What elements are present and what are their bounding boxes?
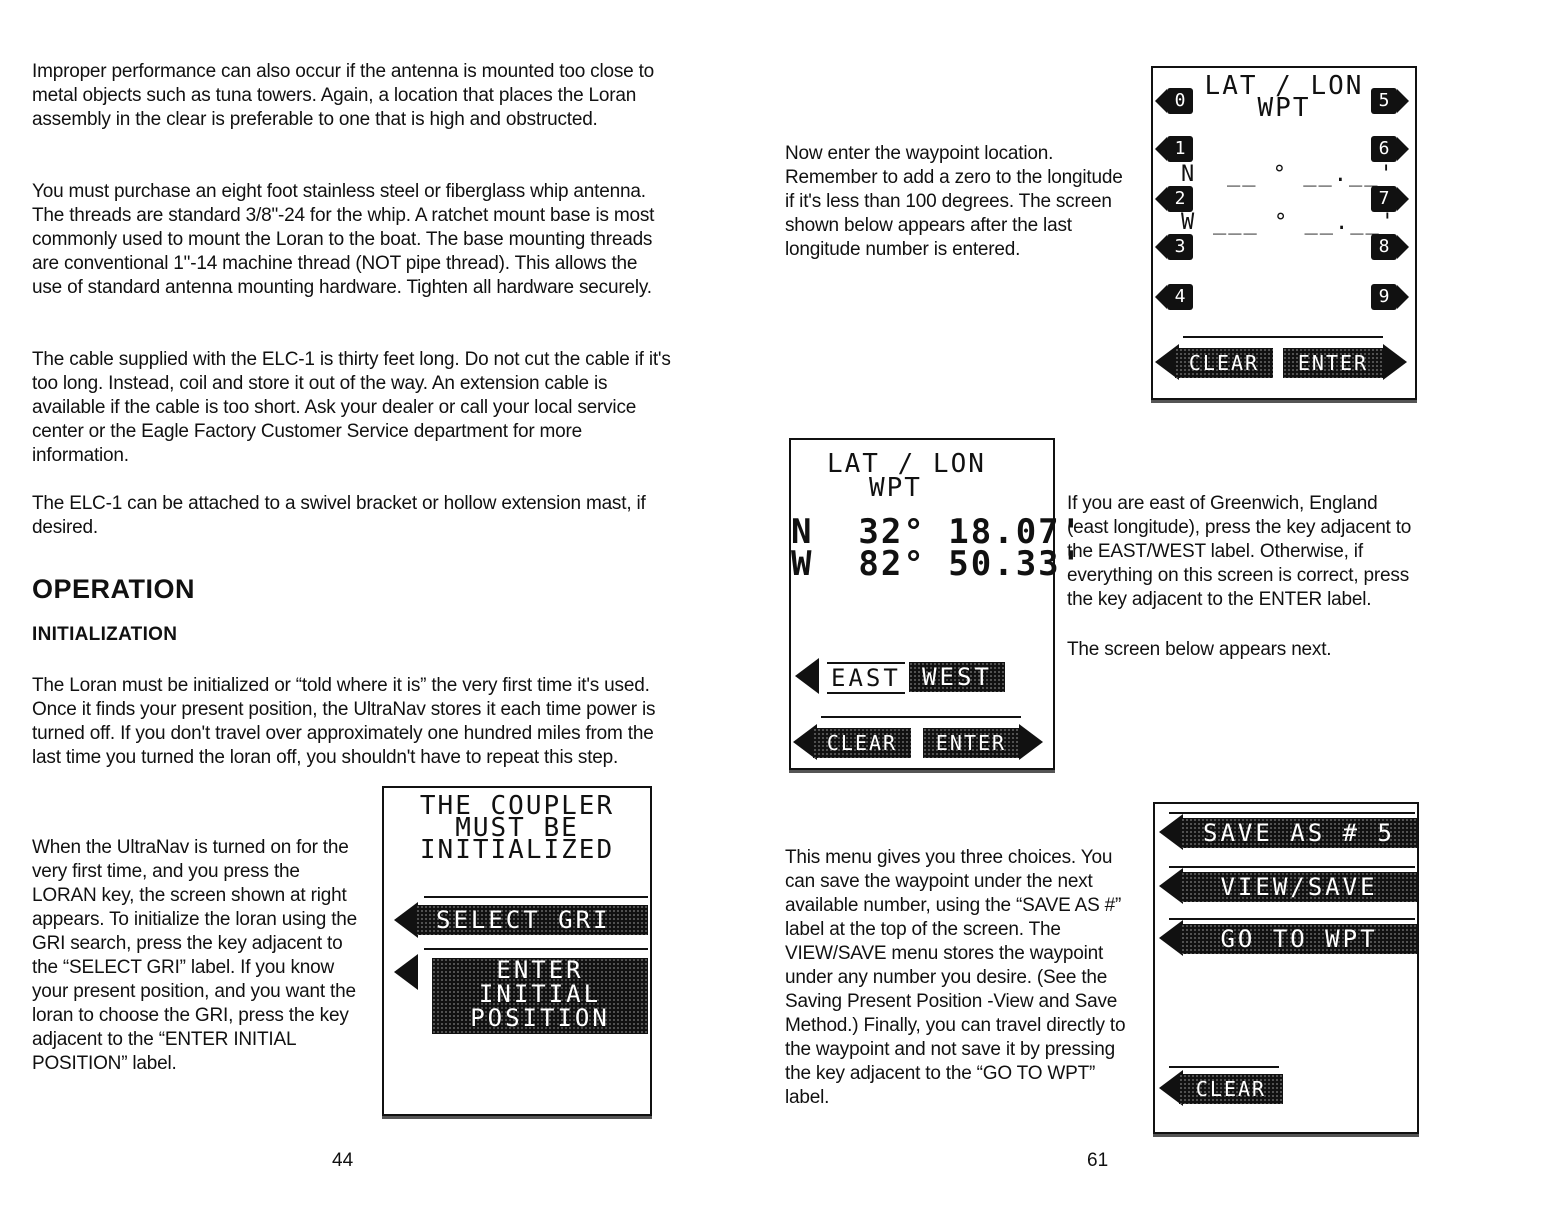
save-as-text: SAVE AS # 5 bbox=[1203, 819, 1395, 847]
west-coordinate: W 82° 50.33' bbox=[791, 544, 1084, 584]
west-text: WEST bbox=[922, 663, 992, 691]
heading-operation: OPERATION bbox=[32, 574, 196, 604]
paragraph-elc-bracket: The ELC-1 can be attached to a swivel bracket or hollow extension mast, if desired. bbox=[32, 493, 646, 538]
paragraph-menu-choices: This menu gives you three choices. You can save the waypoint under the next available number, using the “SAVE AS #” label at the top of the screen. The VIEW/SAVE menu stores the waypoint under any number you desire. (See the Saving Present Position -View and Save Method.) Finally, you can travel directly to the waypoint and not save it by pressing the key adjacent to the “GO TO WPT” label. bbox=[785, 847, 1126, 1108]
key-6[interactable]: 6 bbox=[1371, 136, 1397, 162]
enter-text-2: ENTER bbox=[935, 731, 1007, 755]
lat-lon-result-screen bbox=[789, 438, 1084, 770]
paragraph-whip-antenna: You must purchase an eight foot stainless steel or fiberglass whip antenna. The threads are standard 3/8"-24 for the whip. A ratchet mount base is most commonly used to mount the Loran to the boat. The base mounting threads are conventional 1"-14 machine thread (NOT pipe thread). This allows the use of standard antenna mounting hardware. Tighten all hardware securely. bbox=[32, 181, 655, 298]
west-label: W bbox=[1181, 210, 1197, 235]
coupler-screen bbox=[382, 786, 652, 1116]
view-save-label[interactable] bbox=[1181, 872, 1417, 902]
key-1[interactable]: 1 bbox=[1167, 136, 1193, 162]
result-screen-title-2: WPT bbox=[869, 473, 922, 503]
enter-text: ENTER bbox=[1297, 351, 1369, 375]
clear-label-3[interactable] bbox=[1179, 1074, 1283, 1104]
select-gri-label[interactable] bbox=[416, 905, 648, 935]
enter-line-1: ENTER bbox=[496, 956, 584, 984]
go-to-wpt-label[interactable] bbox=[1181, 924, 1417, 954]
entry-screen-title-1: LAT / LON bbox=[1204, 71, 1364, 101]
enter-arrow-icon-2 bbox=[1019, 724, 1043, 760]
enter-position-arrow-icon bbox=[394, 954, 418, 990]
paragraph-east-longitude: If you are east of Greenwich, England (east longitude), press the key adjacent to the EAST/WEST label. Otherwise, if everything on this screen is correct, press the key adjacent to the ENTER label. bbox=[1067, 493, 1412, 610]
paragraph-screen-below: The screen below appears next. bbox=[1067, 639, 1332, 660]
clear-label[interactable] bbox=[1175, 348, 1273, 378]
north-value: __ ° __.__' bbox=[1227, 162, 1395, 187]
paragraph-first-power-on: When the UltraNav is turned on for the very first time, and you press the LORAN key, the screen shown at right appears. To initialize the loran using the GRI search, press the key adjacent to the “SELECT GRI” label. If you know your present position, and you want the loran to choose the GRI, press the key adjacent to the “ENTER INITIAL POSITION” label. bbox=[32, 837, 358, 1074]
north-label: N bbox=[1181, 162, 1197, 187]
enter-line-3: POSITION bbox=[470, 1004, 610, 1032]
clear-text: CLEAR bbox=[1188, 351, 1260, 375]
save-menu-screen bbox=[1153, 802, 1419, 1134]
west-label[interactable] bbox=[909, 662, 1005, 692]
key-5[interactable]: 5 bbox=[1371, 88, 1397, 114]
result-screen-title-1: LAT / LON bbox=[827, 449, 986, 479]
save-as-arrow-icon bbox=[1159, 814, 1183, 850]
key-3[interactable]: 3 bbox=[1167, 234, 1193, 260]
go-to-wpt-arrow-icon bbox=[1159, 920, 1183, 956]
screen-title-line-2: MUST BE bbox=[455, 813, 579, 843]
enter-arrow-icon bbox=[1383, 344, 1407, 380]
select-gri-arrow-icon bbox=[394, 902, 418, 938]
page-number-left: 44 bbox=[332, 1150, 354, 1171]
screen-title-line-1: THE COUPLER bbox=[419, 791, 615, 821]
east-label[interactable]: EAST bbox=[827, 662, 905, 694]
key-8[interactable]: 8 bbox=[1371, 234, 1397, 260]
right-page bbox=[783, 0, 1566, 1222]
paragraph-cable: The cable supplied with the ELC-1 is thirty feet long. Do not cut the cable if it's too long. Instead, coil and store it out of the way. An extension cable is available if the cable is too short. Ask your dealer or call your local service center or the Eagle Factory Customer Service department for more information. bbox=[32, 349, 671, 466]
north-coordinate: N 32° 18.07' bbox=[791, 512, 1084, 552]
view-save-arrow-icon bbox=[1159, 868, 1183, 904]
key-0[interactable]: 0 bbox=[1167, 88, 1193, 114]
key-9[interactable]: 9 bbox=[1371, 284, 1397, 310]
enter-initial-position-label[interactable] bbox=[432, 958, 648, 1034]
key-7[interactable]: 7 bbox=[1371, 186, 1397, 212]
clear-text-3: CLEAR bbox=[1195, 1077, 1267, 1101]
screen-title-line-3: INITIALIZED bbox=[419, 835, 615, 865]
enter-label-2[interactable] bbox=[923, 728, 1019, 758]
lat-lon-entry-screen bbox=[1151, 66, 1417, 400]
east-west-arrow-icon bbox=[795, 658, 819, 694]
subheading-initialization: INITIALIZATION bbox=[32, 624, 178, 645]
view-save-text: VIEW/SAVE bbox=[1220, 873, 1378, 901]
paragraph-initialization: The Loran must be initialized or “told where it is” the very first time it's used. Once it finds your present position, the UltraNav stores it each time power is turned off. If you don't travel over approximately one hundred miles from the last time you turned the loran off, you shouldn't have to repeat this step. bbox=[32, 675, 656, 768]
clear-label-2[interactable] bbox=[813, 728, 911, 758]
enter-line-2: INITIAL bbox=[478, 980, 602, 1008]
page-number-right: 61 bbox=[1087, 1150, 1109, 1171]
key-2[interactable]: 2 bbox=[1167, 186, 1193, 212]
entry-screen-title-2: WPT bbox=[1257, 93, 1311, 123]
clear-text-2: CLEAR bbox=[826, 731, 898, 755]
save-as-label[interactable] bbox=[1181, 818, 1417, 848]
go-to-wpt-text: GO TO WPT bbox=[1220, 925, 1378, 953]
west-value: ___ ° __.__' bbox=[1213, 210, 1396, 235]
paragraph-enter-waypoint: Now enter the waypoint location. Remember to add a zero to the longitude if it's less than 100 degrees. The screen shown below appears after the last longitude number is entered. bbox=[785, 143, 1123, 260]
select-gri-text: SELECT GRI bbox=[436, 906, 611, 934]
paragraph-antenna-performance: Improper performance can also occur if the antenna is mounted too close to metal objects such as tuna towers. Again, a location that places the Loran assembly in the clear is preferable to one that is high and obstructed. bbox=[32, 61, 655, 130]
enter-label[interactable] bbox=[1283, 348, 1383, 378]
key-4[interactable]: 4 bbox=[1167, 284, 1193, 310]
